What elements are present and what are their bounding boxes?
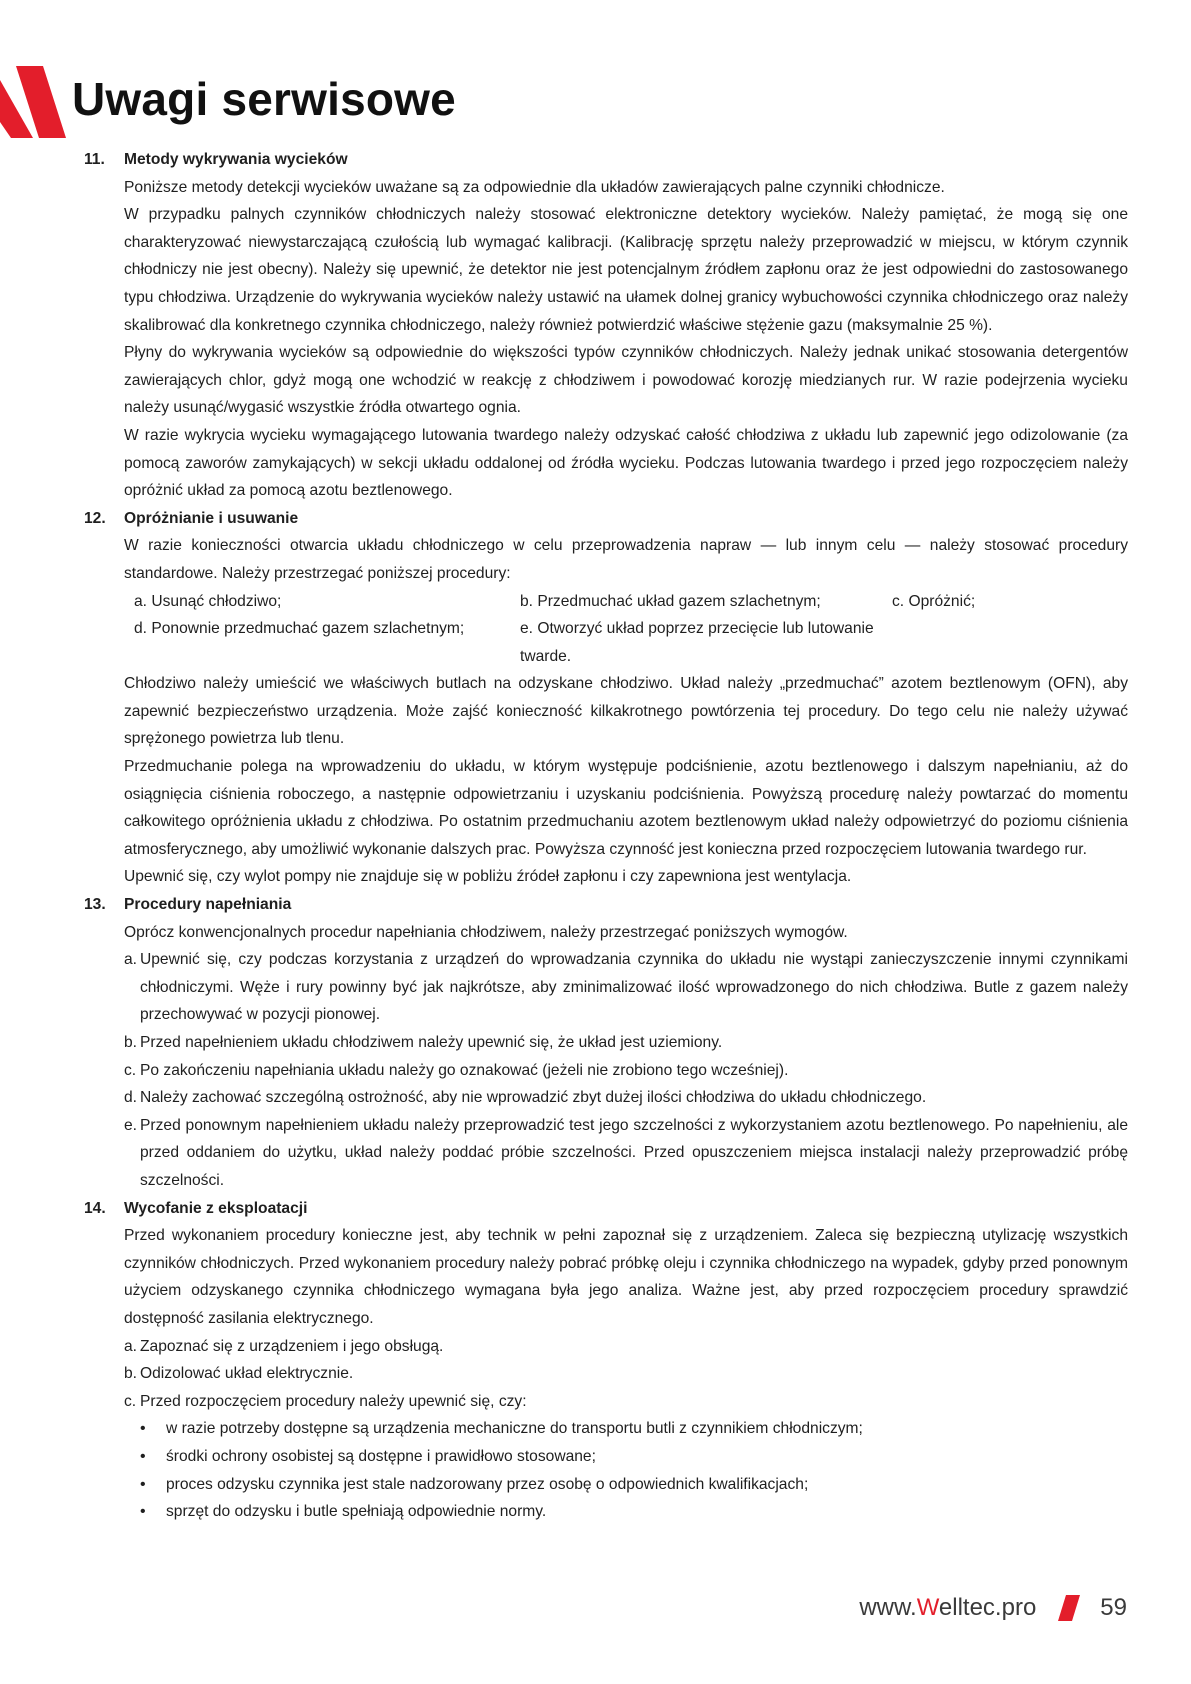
paragraph: Poniższe metody detekcji wycieków uważane są za odpowiednie dla układów zawierających palne czynniki chłodnicze.: [124, 178, 945, 196]
brand-slash-icon: [0, 66, 66, 138]
list-item-key: a.: [124, 1337, 138, 1355]
list-item-text: Należy zachować szczególną ostrożność, aby nie wprowadzić zbyt dużej ilości chłodziwa do układu chłodniczego.: [140, 1089, 927, 1107]
bullet-icon: •: [140, 1475, 146, 1493]
list-item-text: Przed ponownym napełnieniem układu należy przeprowadzić test jego szczelności z wykorzystaniem azotu beztlenowego. Po napełnieniu, ale przed oddaniem do użytku, układ należy poddać próbie szczelności. Przed opuszczeniem miejsca instalacji należy przeprowadzić próbę szczelności.: [140, 1116, 1128, 1189]
section-heading: [84, 146, 1128, 174]
list-item: [124, 946, 1128, 1029]
section-12: [84, 505, 1128, 891]
section-number: 11.: [84, 151, 105, 168]
section-title: Opróżnianie i usuwanie: [124, 509, 299, 527]
paragraph: Przedmuchanie polega na wprowadzeniu do układu, w którym występuje podciśnienie, azotu beztlenowego i dalszym napełnianiu, aż do osiągnięcia ciśnienia roboczego, a następnie odpowietrzaniu i uzyskaniu podciśnienia. Powyższą procedurę należy powtarzać do momentu całkowitego opróżnienia układu z chłodziwa. Po ostatnim przedmuchaniu azotem beztlenowym układ należy odpowietrzyć do poziomu ciśnienia atmosferycznego, aby umożliwić wykonanie dalszych prac. Powyższa czynność jest konieczna przed rozpoczęciem lutowania twardego rur.: [124, 758, 1128, 858]
paragraph: Oprócz konwencjonalnych procedur napełniania chłodziwem, należy przestrzegać poniższych wymogów.: [124, 923, 848, 941]
procedure-steps: [124, 588, 1128, 671]
bullet-icon: •: [140, 1447, 146, 1465]
list-item-text: Odizolować układ elektrycznie.: [140, 1365, 354, 1383]
list-item-text: Zapoznać się z urządzeniem i jego obsługą.: [140, 1337, 444, 1355]
procedure-step: e. Otworzyć układ poprzez przecięcie lub lutowanie twarde.: [520, 620, 874, 665]
section-13: [84, 891, 1128, 1195]
list-item-text: Upewnić się, czy podczas korzystania z urządzeń do wprowadzania czynnika do układu nie wystąpi zanieczyszczenie innymi czynnikami chłodniczymi. Węże i rury powinny być jak najkrótsze, aby zminimalizować ilość wprowadzonego do nich chłodziwa. Butle z gazem należy przechowywać w pozycji pionowej.: [140, 951, 1128, 1024]
list-item: [124, 1333, 1128, 1361]
bullet-text: środki ochrony osobistej są dostępne i prawidłowo stosowane;: [166, 1447, 596, 1465]
list-item-key: a.: [124, 951, 138, 969]
website-link[interactable]: [859, 1594, 1036, 1622]
site-prefix: www.: [859, 1594, 917, 1621]
list-item-key: d.: [124, 1089, 138, 1107]
bullet-icon: •: [140, 1420, 146, 1438]
section-number: 12.: [84, 509, 106, 527]
site-accent-letter: W: [916, 1594, 939, 1621]
paragraph: Upewnić się, czy wylot pompy nie znajduje się w pobliżu źródeł zapłonu i czy zapewniona jest wentylacja.: [124, 868, 852, 886]
section-heading: [84, 1195, 1128, 1223]
bullet-text: proces odzysku czynnika jest stale nadzorowany przez osobę o odpowiednich kwalifikacjach;: [166, 1475, 809, 1493]
bullet-text: sprzęt do odzysku i butle spełniają odpowiednie normy.: [166, 1503, 547, 1521]
section-number: 13.: [84, 896, 106, 914]
page-footer: [859, 1590, 1127, 1626]
paragraph: W przypadku palnych czynników chłodniczych należy stosować elektroniczne detektory wycieków. Należy pamiętać, że mogą się one charakteryzować niewystarczającą czułością lub wymagać kalibracji. (Kalibrację sprzętu należy przeprowadzić w miejscu, w którym czynnik chłodniczy nie jest obecny). Należy się upewnić, że detektor nie jest potencjalnym źródłem zapłonu oraz że jest odpowiedni do zastosowanego typu chłodziwa. Urządzenie do wykrywania wycieków należy ustawić na ułamek dolnej granicy wybuchowości czynnika chłodniczego oraz należy skalibrować dla konkretnego czynnika chłodniczego, należy również potwierdzić właściwe stężenie gazu (maksymalnie 25 %).: [124, 206, 1128, 334]
paragraph: W razie konieczności otwarcia układu chłodniczego w celu przeprowadzenia napraw — lub innym celu — należy stosować procedury standardowe. Należy przestrzegać poniższej procedury:: [124, 537, 1128, 582]
section-number: 14.: [84, 1199, 106, 1217]
list-item-text: Po zakończeniu napełniania układu należy go oznakować (jeżeli nie zrobiono tego wcześniej).: [140, 1061, 789, 1079]
bullet-item: [124, 1498, 1128, 1526]
paragraph: Chłodziwo należy umieścić we właściwych butlach na odzyskane chłodziwo. Układ należy „przedmuchać” azotem beztlenowym (OFN), aby zapewnić bezpieczeństwo urządzenia. Może zajść konieczność kilkakrotnego powtórzenia tej procedury. Do tego celu nie należy używać sprężonego powietrza lub tlenu.: [124, 675, 1128, 748]
procedure-step: c. Opróżnić;: [892, 592, 976, 610]
bullet-item: [124, 1415, 1128, 1443]
procedure-step: d. Ponownie przedmuchać gazem szlachetnym;: [134, 620, 465, 638]
procedure-step: b. Przedmuchać układ gazem szlachetnym;: [520, 592, 821, 610]
bullet-icon: •: [140, 1503, 146, 1521]
section-title: Metody wykrywania wycieków: [124, 151, 348, 168]
list-item-key: b.: [124, 1034, 138, 1051]
site-rest: elltec.pro: [938, 1594, 1037, 1621]
procedure-step: a. Usunąć chłodziwo;: [134, 592, 282, 610]
paragraph: Przed wykonaniem procedury konieczne jest, aby technik w pełni zapoznał się z urządzeniem. Zaleca się bezpieczną utylizację wszystkich czynników chłodniczych. Przed wykonaniem procedury należy pobrać próbkę oleju i czynnika chłodniczego na wypadek, gdyby przed ponownym użyciem odzyskanego czynnika chłodniczego wymagana była jego analiza. Ważne jest, aby przed rozpoczęciem procedury sprawdzić dostępność zasilania elektrycznego.: [124, 1227, 1128, 1327]
bullet-text: w razie potrzeby dostępne są urządzenia mechaniczne do transportu butli z czynnikiem chłodniczym;: [166, 1420, 863, 1438]
document-body: [84, 146, 1128, 1526]
list-item-key: e.: [124, 1116, 138, 1134]
section-11: [84, 146, 1128, 505]
section-14: [84, 1195, 1128, 1526]
list-item-key: c.: [124, 1392, 137, 1410]
list-item: [124, 1084, 1128, 1112]
list-item-key: b.: [124, 1365, 138, 1383]
page-title: Uwagi serwisowe: [72, 73, 456, 125]
list-item: [124, 1112, 1128, 1195]
list-item: [124, 1360, 1128, 1388]
bullet-item: [124, 1471, 1128, 1499]
section-title: Procedury napełniania: [124, 896, 292, 914]
red-slash-icon: [1058, 1595, 1080, 1621]
list-item: [124, 1388, 1128, 1416]
section-heading: [84, 891, 1128, 919]
list-item-text: Przed napełnieniem układu chłodziwem należy upewnić się, że układ jest uziemiony.: [140, 1034, 723, 1051]
paragraph: W razie wykrycia wycieku wymagającego lutowania twardego należy odzyskać całość chłodziwa z układu lub zapewnić jego odizolowanie (za pomocą zaworów zamykających) w sekcji układu oddalonej od źródła wycieku. Podczas lutowania twardego i przed jego rozpoczęciem należy opróżnić układ za pomocą azotu beztlenowego.: [124, 426, 1128, 500]
page-number: 59: [1100, 1594, 1127, 1621]
list-item-key: c.: [124, 1061, 137, 1079]
list-item: [124, 1029, 1128, 1057]
bullet-item: [124, 1443, 1128, 1471]
paragraph: Płyny do wykrywania wycieków są odpowiednie do większości typów czynników chłodniczych. Należy jednak unikać stosowania detergentów zawierających chlor, gdyż mogą one wchodzić w reakcję z chłodziwem i powodować korozję miedzianych rur. W razie podejrzenia wycieku należy usunąć/wygasić wszystkie źródła otwartego ognia.: [124, 344, 1128, 417]
list-item-text: Przed rozpoczęciem procedury należy upewnić się, czy:: [140, 1392, 527, 1410]
section-heading: [84, 505, 1128, 533]
section-title: Wycofanie z eksploatacji: [124, 1199, 308, 1217]
list-item: [124, 1057, 1128, 1085]
